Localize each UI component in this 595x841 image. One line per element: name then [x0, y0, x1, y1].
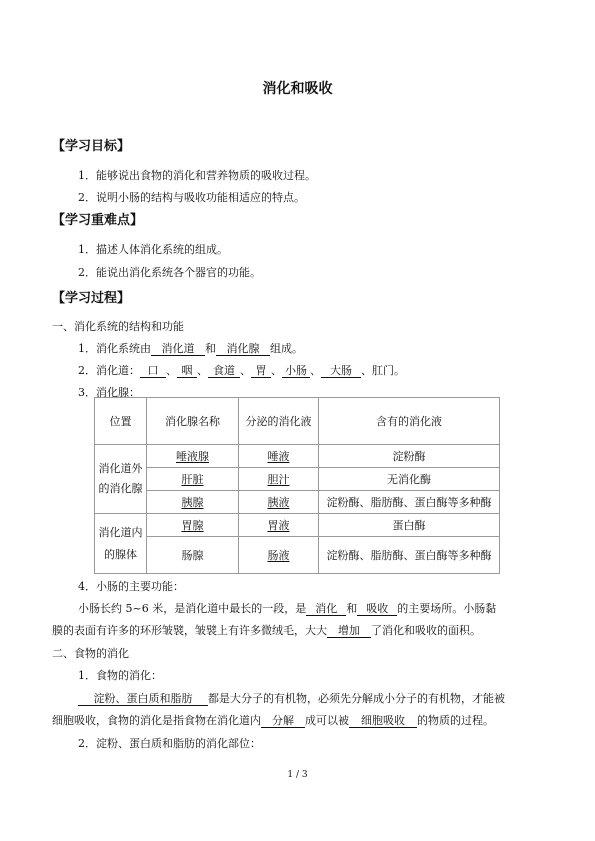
table-cell: [147, 445, 239, 468]
answer-blank: 小肠: [282, 364, 310, 378]
text: 组成。: [270, 342, 303, 355]
table-cell: [239, 514, 319, 537]
fluid-name: 胰液: [267, 496, 290, 509]
text: 、肛门。: [361, 364, 405, 377]
digestive-gland-table: [94, 397, 500, 574]
process-heading: 【学习过程】: [52, 291, 131, 306]
answer-blank: 消化: [306, 602, 346, 616]
key-point-item: 2．能说出消化系统各个器官的功能。: [78, 266, 261, 279]
page-title: 消化和吸收: [262, 81, 333, 97]
page-number: 1 / 3: [287, 770, 308, 780]
table-cell: [147, 537, 239, 574]
part1-heading: 一、消化系统的结构和功能: [52, 320, 184, 333]
fluid-name: 胃液: [267, 519, 290, 532]
fluid-name: 肠液: [267, 549, 290, 562]
answer-blank: 大肠: [321, 364, 361, 378]
table-cell: 淀粉酶、脂肪酶、蛋白酶等多种酶: [319, 537, 500, 574]
answer-blank: 淀粉、蛋白质和脂肪: [78, 692, 208, 706]
text: 、: [197, 364, 208, 377]
gland-name: 肝脏: [181, 473, 204, 486]
part1-line2: [78, 362, 405, 378]
text: 的主要场所。小肠黏: [397, 602, 497, 615]
text: 、: [310, 364, 321, 377]
table-header: 含有的消化液: [319, 398, 500, 445]
text: 都是大分子的有机物，必须先分解成小分子的有机物，才能被: [208, 692, 505, 705]
goals-heading: 【学习目标】: [52, 139, 131, 154]
text: 、: [240, 364, 251, 377]
goal-item: 2．说明小肠的结构与吸收功能相适应的特点。: [78, 191, 305, 204]
small-intestine-para-line1: [78, 600, 496, 616]
text: 膜的表面有许多的环形皱襞，皱襞上有许多微绒毛，大大: [52, 624, 327, 637]
answer-blank: 胃: [251, 364, 271, 378]
table-group-label: 消化道外的消化腺: [95, 445, 147, 514]
table-group-label: 消化道内的腺体: [95, 514, 147, 574]
table-cell: 无消化酶: [319, 468, 500, 491]
text: 、: [271, 364, 282, 377]
fluid-name: 胆汁: [267, 473, 290, 486]
table-cell: [239, 537, 319, 574]
text: 细胞吸收，食物的消化是指食物在消化道内: [52, 714, 261, 727]
gland-name: 唾液腺: [176, 450, 209, 463]
gland-name: 胃腺: [181, 519, 204, 532]
table-cell: 蛋白酶: [319, 514, 500, 537]
text: 成可以被: [305, 714, 349, 727]
answer-blank: 消化道: [151, 342, 205, 356]
part2-line1: 1．食物的消化：: [78, 669, 162, 682]
table-cell: [147, 468, 239, 491]
table-cell: [147, 514, 239, 537]
text: 的物质的过程。: [417, 714, 494, 727]
fluid-name: 唾液: [267, 450, 290, 463]
answer-blank: 消化腺: [216, 342, 270, 356]
answer-blank: 吸收: [357, 602, 397, 616]
answer-blank: 增加: [327, 624, 371, 638]
text: 了消化和吸收的面积。: [371, 624, 481, 637]
table-cell: [239, 491, 319, 514]
gland-name: 肠腺: [181, 549, 204, 562]
text: 小肠长约 5~6 米，是消化道中最长的一段，是: [78, 602, 307, 615]
answer-blank: 分解: [261, 714, 305, 728]
part2-line2: 2．淀粉、蛋白质和脂肪的消化部位：: [78, 737, 261, 750]
text: 和: [205, 342, 216, 355]
gland-name: 胰腺: [181, 496, 204, 509]
part1-line3: 3．消化腺：: [78, 386, 140, 399]
answer-blank: 细胞吸收: [349, 714, 417, 728]
part1-line4: 4．小肠的主要功能：: [78, 580, 184, 593]
digestion-para-line1: [78, 690, 505, 706]
table-cell: [239, 445, 319, 468]
table-cell: [147, 491, 239, 514]
text: 2．消化道：: [78, 364, 140, 377]
answer-blank: 咽: [177, 364, 197, 378]
text: 1．消化系统由: [78, 342, 151, 355]
key-point-item: 1．描述人体消化系统的组成。: [78, 243, 228, 256]
table-cell: [239, 468, 319, 491]
text: 、: [166, 364, 177, 377]
part1-line1: [78, 340, 303, 356]
table-header: 位置: [95, 398, 147, 445]
part2-heading: 二、食物的消化: [52, 647, 129, 660]
small-intestine-para-line2: [52, 622, 481, 638]
table-cell: 淀粉酶: [319, 445, 500, 468]
text: 和: [346, 602, 358, 615]
answer-blank: 食道: [208, 364, 240, 378]
answer-blank: 口: [140, 364, 166, 378]
key-points-heading: 【学习重难点】: [52, 213, 144, 228]
table-cell: 淀粉酶、脂肪酶、蛋白酶等多种酶: [319, 491, 500, 514]
digestion-para-line2: [52, 712, 494, 728]
goal-item: 1．能够说出食物的消化和营养物质的吸收过程。: [78, 169, 316, 182]
table-header: 分泌的消化液: [239, 398, 319, 445]
table-header: 消化腺名称: [147, 398, 239, 445]
